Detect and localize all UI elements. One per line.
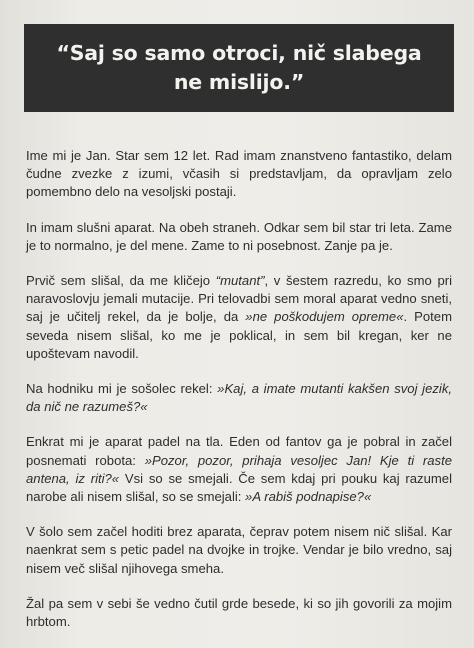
text-run: Žal pa sem v sebi še vedno čutil grde besede, ki so jih govorili za mojim hrbtom. xyxy=(26,595,452,630)
text-run: Vsi so se smejali. Če sem kdaj pri pouku kaj razumel narobe ali nisem slišal, so se smejali: xyxy=(26,470,452,505)
text-run: . Potem seveda nisem slišal, ko me je poklical, in sem bil kregan, ker ne upoštevam navodil. xyxy=(26,309,452,361)
paragraph xyxy=(26,219,452,255)
paragraph xyxy=(26,433,452,506)
paragraph xyxy=(26,147,452,202)
paragraph xyxy=(26,380,452,416)
quoted-phrase: »Pozor, pozor, prihaja vesoljec Jan! Kje ti raste antena, iz riti?« xyxy=(26,452,453,486)
quoted-phrase: »A rabiš podnapise?« xyxy=(245,489,372,505)
paragraph xyxy=(26,595,452,631)
quote-title-banner xyxy=(24,24,454,112)
story-text xyxy=(26,147,452,648)
text-run: In imam slušni aparat. Na obeh straneh. Odkar sem bil star tri leta. Zame je to normalno, je del mene. Zame to ni posebnost. Zanje pa je. xyxy=(26,219,452,253)
quote-title-line-1: “Saj so samo otroci, nič slabega xyxy=(56,41,422,65)
quote-title-line-2: ne mislijo.” xyxy=(173,70,305,94)
text-run: V šolo sem začel hoditi brez aparata, čeprav potem nisem nič slišal. Kar naenkrat sem s petic padel na dvojke in trojke. Vendar je bilo vredno, saj nisem več slišal njihovega smeha. xyxy=(26,524,452,576)
paragraph xyxy=(26,523,452,578)
paragraph xyxy=(26,272,452,363)
text-run: Na hodniku mi je sošolec rekel: xyxy=(26,381,218,397)
text-run: Enkrat mi je aparat padel na tla. Eden od fantov ga je pobral in začel posnemati robota: xyxy=(26,434,452,468)
quoted-phrase: “mutant” xyxy=(215,273,265,289)
text-run: Prvič sem slišal, da me kličejo xyxy=(26,273,216,289)
quoted-phrase: »ne poškodujem opreme« xyxy=(245,309,404,325)
text-run: , v šestem razredu, ko smo pri naravoslovju jemali mutacije. Pri telovadbi sem moral aparat vedno sneti, saj je učitelj rekel, da je bolje, da xyxy=(26,273,452,325)
text-run: Ime mi je Jan. Star sem 12 let. Rad imam znanstveno fantastiko, delam čudne zvezke z izumi, včasih si predstavljam, da opravljam zelo pomembno delo na vesoljski postaji. xyxy=(26,148,452,200)
quoted-phrase: »Kaj, a imate mutanti kakšen svoj jezik, da nič ne razumeš?« xyxy=(26,381,452,415)
